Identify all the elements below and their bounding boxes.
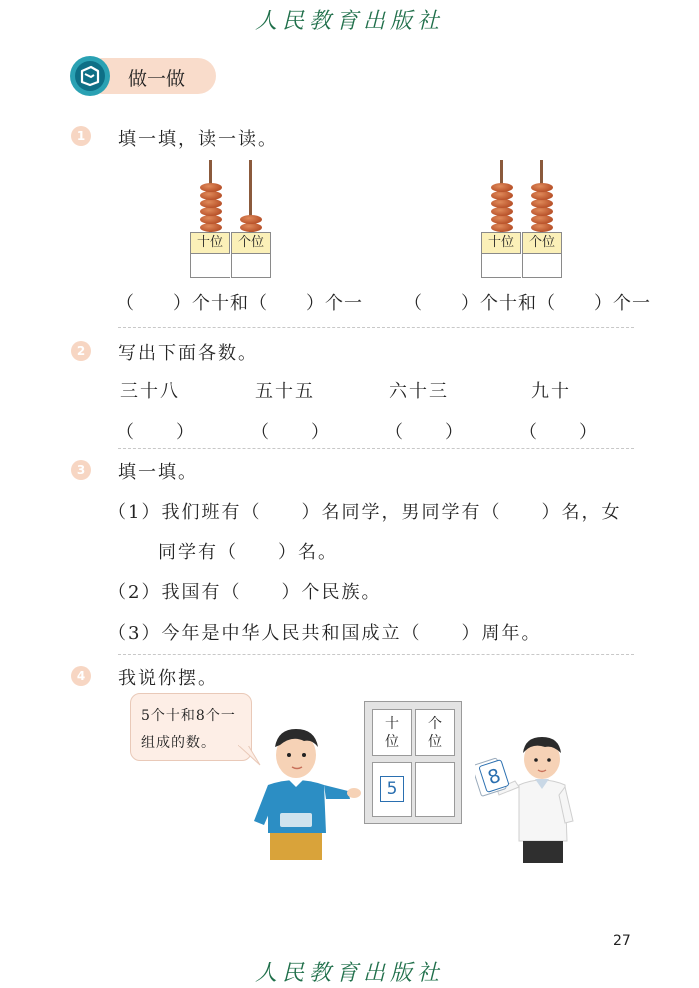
- abacus-right-ones-bead: [531, 215, 553, 224]
- question-number-1: 1: [71, 126, 91, 146]
- abacus-left-tens-label: 十位: [190, 232, 230, 254]
- abacus-right-ones-label: 个位: [522, 232, 562, 254]
- section-header: [70, 56, 216, 96]
- q2-word-4: 九十: [531, 381, 571, 402]
- board-ones-header: 个 位: [415, 709, 455, 756]
- boy-left-illustration: [252, 725, 364, 860]
- abacus-left-tens-bead: [200, 207, 222, 216]
- abacus-right-tens-blank: [481, 254, 521, 278]
- board-tens-slot[interactable]: [372, 762, 412, 817]
- abacus-left-tens-bead: [200, 215, 222, 224]
- abacus-right: [481, 160, 563, 278]
- q3-line-2: （2）我国有（ ）个民族。: [108, 582, 382, 603]
- abacus-right-ones-bead: [531, 199, 553, 208]
- abacus-left-tens-blank: [190, 254, 230, 278]
- q1-answer-left: （ ）个十和（ ）个一: [116, 293, 363, 314]
- abacus-left-tens-bead: [200, 223, 222, 232]
- boy-right-illustration: [475, 735, 585, 863]
- q2-word-2: 五十五: [255, 381, 315, 402]
- publisher-logo-bottom: 人民教育出版社: [254, 961, 444, 986]
- q3-line-3: （3）今年是中华人民共和国成立（ ）周年。: [108, 623, 542, 644]
- q2-word-3: 六十三: [389, 381, 449, 402]
- abacus-right-tens-bead: [491, 207, 513, 216]
- speech-line-1: 5个十和8个一: [141, 708, 236, 724]
- question-number-3: 3: [71, 460, 91, 480]
- board-tens-header: 十 位: [372, 709, 412, 756]
- abacus-right-tens-bead: [491, 191, 513, 200]
- section-title: 做一做: [128, 68, 186, 90]
- abacus-right-tens-bead: [491, 183, 513, 192]
- abacus-left-ones-bead: [240, 223, 262, 232]
- abacus-left-tens-bead: [200, 199, 222, 208]
- page-number: 27: [613, 933, 631, 949]
- tens-number-card[interactable]: 5: [380, 776, 404, 802]
- abacus-right-ones-blank: [522, 254, 562, 278]
- q4-prompt: 我说你摆。: [118, 668, 218, 689]
- speech-bubble: [130, 693, 252, 761]
- q3-line-1b: 同学有（ ）名。: [158, 542, 338, 563]
- q1-prompt: 填一填，读一读。: [118, 129, 278, 150]
- question-number-4: 4: [71, 666, 91, 686]
- abacus-right-ones-bead: [531, 223, 553, 232]
- abacus-left-ones-blank: [231, 254, 271, 278]
- q1-answer-right: （ ）个十和（ ）个一: [404, 293, 651, 314]
- abacus-right-ones-bead: [531, 191, 553, 200]
- abacus-left-ones-bead: [240, 215, 262, 224]
- abacus-right-tens-bead: [491, 223, 513, 232]
- divider-1: [118, 327, 634, 328]
- q2-blank-2: （ ）: [251, 422, 331, 443]
- hand-icon: [70, 56, 110, 96]
- divider-3: [118, 654, 634, 655]
- speech-line-2: 组成的数。: [141, 735, 216, 751]
- abacus-left-ones-label: 个位: [231, 232, 271, 254]
- abacus-left: [190, 160, 272, 278]
- q3-prompt: 填一填。: [118, 462, 198, 483]
- abacus-right-tens-bead: [491, 215, 513, 224]
- place-value-board: [364, 701, 462, 824]
- q2-prompt: 写出下面各数。: [118, 343, 258, 364]
- abacus-left-tens-bead: [200, 191, 222, 200]
- abacus-left-tens-bead: [200, 183, 222, 192]
- q2-blank-4: （ ）: [519, 422, 599, 443]
- q3-line-1: （1）我们班有（ ）名同学，男同学有（ ）名，女: [108, 502, 622, 523]
- abacus-right-ones-bead: [531, 207, 553, 216]
- board-ones-slot[interactable]: [415, 762, 455, 817]
- q2-blank-1: （ ）: [116, 422, 196, 443]
- abacus-right-tens-label: 十位: [481, 232, 521, 254]
- q2-blank-3: （ ）: [385, 422, 465, 443]
- question-number-2: 2: [71, 341, 91, 361]
- q2-word-1: 三十八: [120, 381, 180, 402]
- abacus-right-ones-bead: [531, 183, 553, 192]
- publisher-logo-top: 人民教育出版社: [254, 9, 444, 34]
- held-number-card[interactable]: 8: [478, 759, 509, 793]
- abacus-right-tens-bead: [491, 199, 513, 208]
- divider-2: [118, 448, 634, 449]
